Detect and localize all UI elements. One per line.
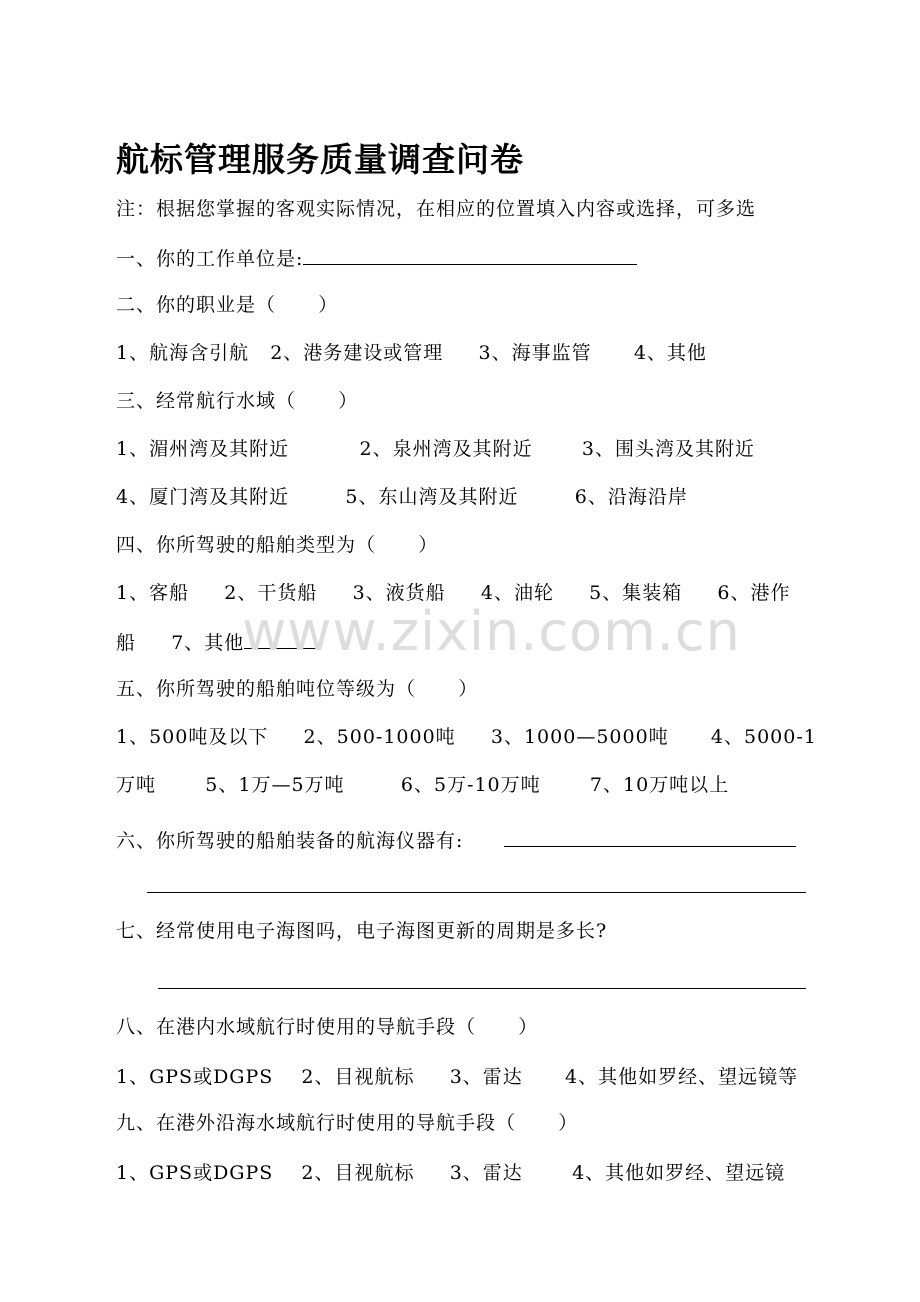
instruments-blank-line-2[interactable] [147,892,806,893]
page-title: 航标管理服务质量调查问卷 [116,140,524,179]
question-2-options: 1、航海含引航 2、港务建设或管理 3、海事监管 4、其他 [116,342,707,364]
question-3: 三、经常航行水域（ ） [116,390,359,412]
question-8: 八、在港内水域航行时使用的导航手段（ ） [116,1016,539,1038]
question-8-options: 1、GPS或DGPS 2、目视航标 3、雷达 4、其他如罗经、望远镜等 [116,1066,799,1088]
question-5-options-line-2: 万吨 5、1万—5万吨 6、5万-10万吨 7、10万吨以上 [116,774,730,796]
question-1 [116,244,637,272]
question-1-label: 一、你的工作单位是: [116,248,304,270]
instruments-blank-line-1[interactable] [504,846,796,847]
watermark: www.zixin.com.cn [242,600,741,663]
question-5: 五、你所驾驶的船舶吨位等级为（ ） [116,678,479,700]
chart-update-blank-line[interactable] [158,988,806,989]
instruction-note: 注：根据您掌握的客观实际情况，在相应的位置填入内容或选择，可多选 [116,198,757,220]
question-2: 二、你的职业是（ ） [116,294,339,316]
question-6: 六、你所驾驶的船舶装备的航海仪器有: [116,830,464,852]
question-4: 四、你所驾驶的船舶类型为（ ） [116,534,439,556]
question-3-options-line-2: 4、厦门湾及其附近 5、东山湾及其附近 6、沿海沿岸 [116,486,688,508]
question-5-options-line-1: 1、500吨及以下 2、500-1000吨 3、1000—5000吨 4、5000-1 [116,726,817,748]
work-unit-blank[interactable] [303,244,637,265]
question-9-options: 1、GPS或DGPS 2、目视航标 3、雷达 4、其他如罗经、望远镜 [116,1162,786,1184]
question-9: 九、在港外沿海水域航行时使用的导航手段（ ） [116,1112,579,1134]
question-4-options-line-1: 1、客船 2、干货船 3、液货船 4、油轮 5、集装箱 6、港作 [116,582,791,604]
question-3-options-line-1: 1、湄州湾及其附近 2、泉州湾及其附近 3、围头湾及其附近 [116,438,755,460]
question-4-options-text: 船 7、其他 [116,632,245,654]
question-7: 七、经常使用电子海图吗，电子海图更新的周期是多长? [116,920,608,942]
